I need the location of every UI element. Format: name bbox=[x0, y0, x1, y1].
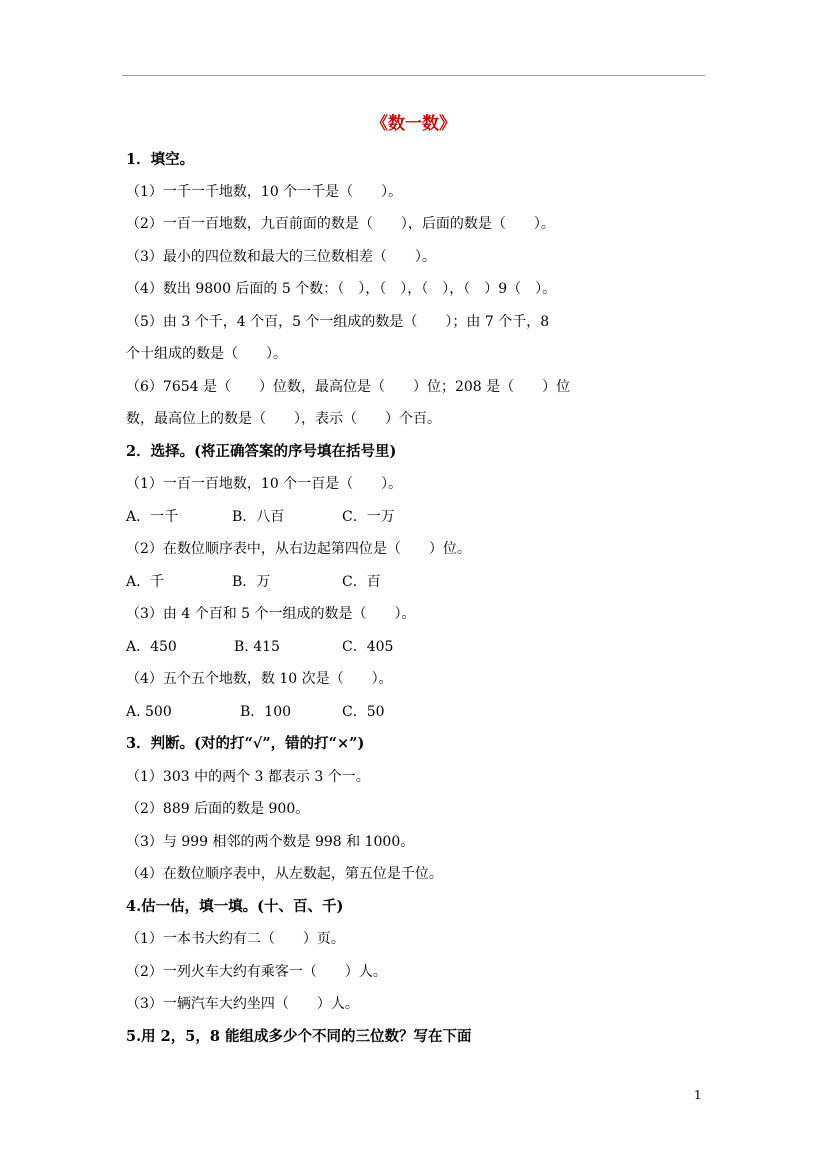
section-1-heading: 1．填空。 bbox=[126, 151, 195, 168]
s1-question-5-line-1: （5）由 3 个千，4 个百，5 个一组成的数是（ ）；由 7 个千，8 bbox=[126, 314, 550, 330]
s2-q4-option-a: A. 500 bbox=[126, 704, 172, 720]
s2-q1-option-a: A．一千 bbox=[126, 509, 179, 525]
s1-question-6-line-1: （6）7654 是（ ）位数，最高位是（ ）位；208 是（ ）位 bbox=[126, 379, 571, 395]
s2-q2-option-c: C．百 bbox=[342, 574, 381, 590]
s2-q2-option-a: A．千 bbox=[126, 574, 165, 590]
s4-question-2: （2）一列火车大约有乘客一（ ）人。 bbox=[126, 964, 387, 980]
s1-question-2: （2）一百一百地数，九百前面的数是（ ），后面的数是（ ）。 bbox=[126, 216, 555, 232]
s2-question-2: （2）在数位顺序表中，从右边起第四位是（ ）位。 bbox=[126, 541, 471, 557]
s2-q4-option-b: B．100 bbox=[240, 704, 292, 720]
section-5-heading: 5.用 2，5，8 能组成多少个不同的三位数？写在下面 bbox=[126, 1028, 472, 1045]
section-4-heading: 4.估一估，填一填。(十、百、千) bbox=[126, 898, 344, 915]
s2-question-4: （4）五个五个地数，数 10 次是（ ）。 bbox=[126, 671, 393, 687]
s1-question-3: （3）最小的四位数和最大的三位数相差（ ）。 bbox=[126, 249, 436, 265]
s1-question-4: （4）数出 9800 后面的 5 个数：（ ），（ ），（ ），（ ）9（ ）。 bbox=[126, 281, 557, 297]
s3-question-1: （1）303 中的两个 3 都表示 3 个一。 bbox=[126, 769, 370, 785]
s2-q3-option-c: C．405 bbox=[342, 639, 394, 655]
s2-q4-option-c: C．50 bbox=[342, 704, 385, 720]
s2-q1-option-b: B．八百 bbox=[232, 509, 285, 525]
s4-question-3: （3）一辆汽车大约坐四（ ）人。 bbox=[126, 996, 359, 1012]
header-rule bbox=[122, 75, 705, 76]
s3-question-4: （4）在数位顺序表中，从左数起，第五位是千位。 bbox=[126, 866, 443, 882]
s1-question-5-line-2: 个十组成的数是（ ）。 bbox=[126, 346, 287, 362]
page-title: 《数一数》 bbox=[371, 114, 456, 134]
s2-q2-option-b: B．万 bbox=[232, 574, 271, 590]
section-2-heading: 2．选择。(将正确答案的序号填在括号里) bbox=[126, 443, 397, 460]
s2-q3-option-b: B. 415 bbox=[234, 639, 280, 655]
page-number: 1 bbox=[694, 1088, 702, 1102]
s2-question-1: （1）一百一百地数，10 个一百是（ ）。 bbox=[126, 476, 403, 492]
s2-q3-option-a: A．450 bbox=[126, 639, 177, 655]
s3-question-3: （3）与 999 相邻的两个数是 998 和 1000。 bbox=[126, 834, 415, 850]
s4-question-1: （1）一本书大约有二（ ）页。 bbox=[126, 931, 345, 947]
s2-q1-option-c: C．一万 bbox=[342, 509, 395, 525]
s1-question-1: （1）一千一千地数，10 个一千是（ ）。 bbox=[126, 184, 403, 200]
s3-question-2: （2）889 后面的数是 900。 bbox=[126, 801, 310, 817]
section-3-heading: 3．判断。(对的打“√”，错的打“×”) bbox=[126, 735, 365, 752]
s2-question-3: （3）由 4 个百和 5 个一组成的数是（ ）。 bbox=[126, 606, 416, 622]
s1-question-6-line-2: 数，最高位上的数是（ ），表示（ ）个百。 bbox=[126, 411, 441, 427]
